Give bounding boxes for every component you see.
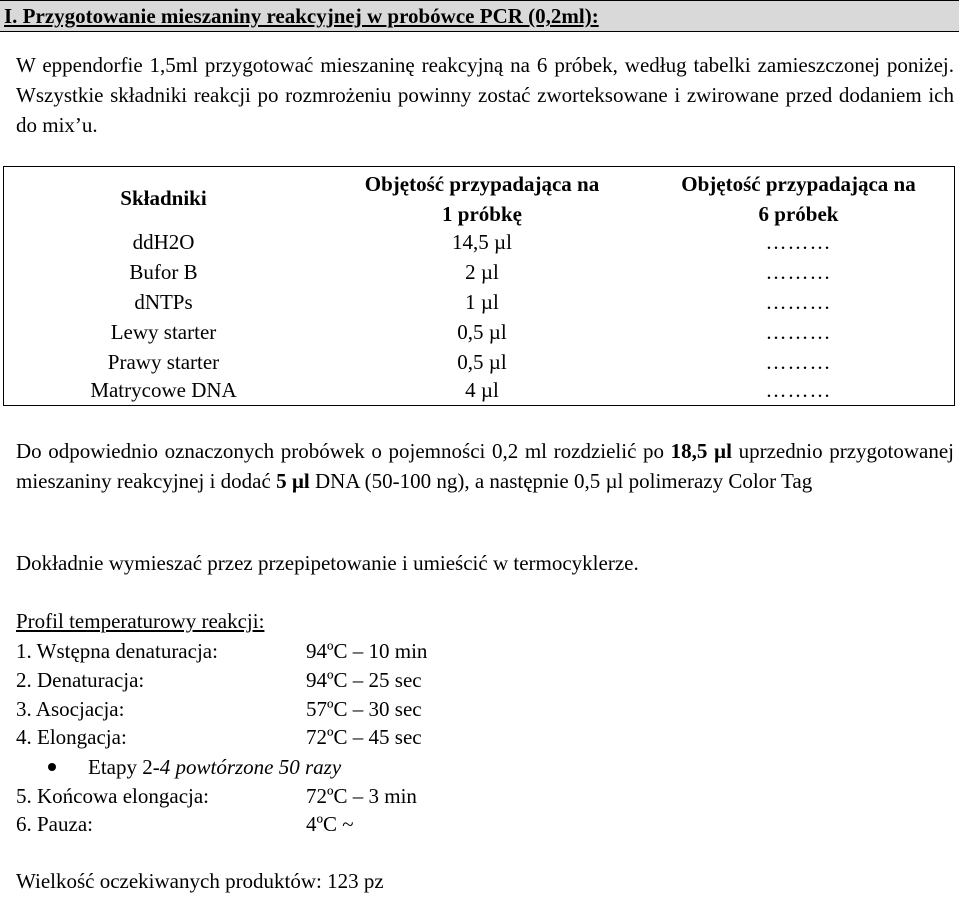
profile-step — [16, 781, 716, 811]
table-row — [4, 317, 954, 347]
bullet-icon — [48, 763, 56, 771]
mix-instruction: Dokładnie wymieszać przez przepipetowanie i umieścić w termocyklerze. — [16, 551, 639, 575]
step-value: 4ºC ~ — [306, 812, 354, 836]
table-row — [4, 287, 954, 317]
intro-paragraph: W eppendorfie 1,5ml przygotować mieszaninę reakcyjną na 6 próbek, według tabelki zamieszczonej poniżej. Wszystkie składniki reakcji po rozmrożeniu powinny zostać zworteksowane i zwirowane przed dodaniem ich do mix’u. — [16, 53, 954, 137]
pipetting-volume-mix: 18,5 µl — [670, 439, 732, 463]
profile-title: Profil temperaturowy reakcji: — [16, 609, 265, 633]
repeat-note-prefix: Etapy 2- — [88, 755, 160, 779]
header-volume-per-six-line2: 6 próbek — [758, 202, 839, 226]
repeat-note-italic: 4 powtórzone 50 razy — [159, 755, 342, 779]
pipetting-text-1: Do odpowiednio oznaczonych probówek o pojemności 0,2 ml rozdzielić po — [16, 439, 671, 463]
volume-per-six-blank: ……… — [765, 350, 832, 374]
header-ingredients: Składniki — [120, 186, 207, 210]
step-label: 3. Asocjacja: — [16, 697, 125, 721]
volume-per-six-blank: ……… — [765, 260, 832, 284]
table-header-row — [4, 169, 954, 229]
pipetting-text-3: DNA (50-100 ng), a następnie 0,5 µl polimerazy Color Tag — [309, 469, 813, 493]
volume-per-sample: 4 µl — [465, 378, 499, 402]
step-value: 94ºC – 25 sec — [306, 668, 422, 692]
step-label: 4. Elongacja: — [16, 725, 127, 749]
profile-step — [16, 694, 716, 724]
profile-step — [16, 809, 716, 839]
section-heading — [0, 0, 959, 32]
header-volume-per-sample — [323, 169, 641, 229]
header-volume-per-six-line1: Objętość przypadająca na — [681, 172, 916, 196]
volume-per-sample: 0,5 µl — [457, 320, 507, 344]
step-label: 1. Wstępna denaturacja: — [16, 639, 218, 663]
repeat-note-text — [88, 752, 341, 782]
table-row — [4, 375, 954, 405]
volume-per-sample: 0,5 µl — [457, 350, 507, 374]
reagent-table — [3, 166, 955, 406]
ingredient-name: ddH2O — [132, 230, 195, 254]
volume-per-sample: 14,5 µl — [452, 230, 512, 254]
ingredient-name: dNTPs — [134, 290, 193, 314]
ingredient-name: Matrycowe DNA — [90, 378, 237, 402]
ingredient-name: Prawy starter — [107, 350, 220, 374]
pipetting-text-2: uprzednio przygotowanej mieszaniny reakcyjnej i dodać — [16, 439, 954, 493]
volume-per-sample: 2 µl — [465, 260, 499, 284]
header-volume-per-six — [641, 169, 956, 229]
table-row — [4, 257, 954, 287]
volume-per-six-blank: ……… — [765, 230, 832, 254]
step-value: 94ºC – 10 min — [306, 639, 428, 663]
profile-step — [16, 636, 716, 666]
table-row — [4, 347, 954, 377]
volume-per-six-blank: ……… — [765, 290, 832, 314]
step-label: 6. Pauza: — [16, 812, 93, 836]
pipetting-volume-dna: 5 µl — [276, 469, 310, 493]
step-value: 57ºC – 30 sec — [306, 697, 422, 721]
pipetting-paragraph — [16, 436, 954, 496]
expected-product-size: Wielkość oczekiwanych produktów: 123 pz — [16, 869, 384, 893]
header-volume-per-sample-line2: 1 próbkę — [442, 202, 522, 226]
volume-per-sample: 1 µl — [465, 290, 499, 314]
step-value: 72ºC – 3 min — [306, 784, 417, 808]
step-value: 72ºC – 45 sec — [306, 725, 422, 749]
step-label: 2. Denaturacja: — [16, 668, 145, 692]
ingredient-name: Lewy starter — [110, 320, 217, 344]
profile-step — [16, 665, 716, 695]
section-heading-text: I. Przygotowanie mieszaniny reakcyjnej w probówce PCR (0,2ml): — [4, 4, 599, 28]
table-row — [4, 227, 954, 257]
volume-per-six-blank: ……… — [765, 320, 832, 344]
volume-per-six-blank: ……… — [765, 378, 832, 402]
ingredient-name: Bufor B — [129, 260, 198, 284]
header-volume-per-sample-line1: Objętość przypadająca na — [364, 172, 600, 196]
profile-step — [16, 722, 716, 752]
step-label: 5. Końcowa elongacja: — [16, 784, 210, 808]
